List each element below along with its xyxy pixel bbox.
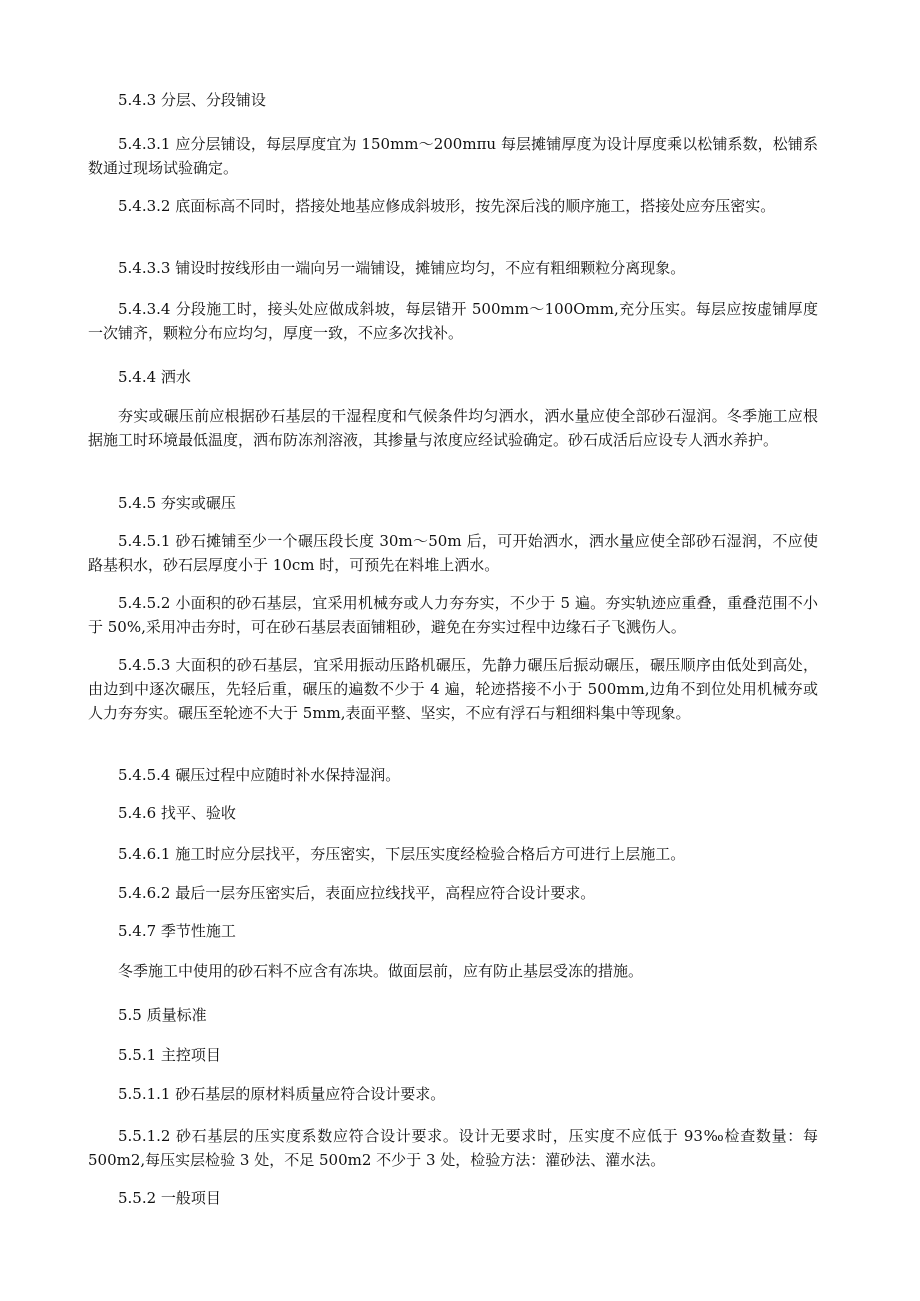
paragraph-5-4-6-1: 5.4.6.1 施工时应分层找平，夯压密实，下层压实度经检验合格后方可进行上层施工。 — [118, 845, 686, 863]
section-heading-5-5: 5.5 质量标准 — [118, 1006, 207, 1024]
paragraph-watering: 夯实或碾压前应根据砂石基层的干湿程度和气候条件均匀洒水，洒水量应使全部砂石湿润。冬季施工应根据施工时环境最低温度，洒布防冻剂溶液，其掺量与浓度应经试验确定。砂石成活后应设专人洒水养护。 — [88, 407, 818, 449]
paragraph-5-4-3-3: 5.4.3.3 铺设时按线形由一端向另一端铺设，摊铺应均匀，不应有粗细颗粒分离现象。 — [118, 259, 686, 277]
paragraph-5-5-1-1: 5.5.1.1 砂石基层的原材料质量应符合设计要求。 — [118, 1085, 446, 1103]
section-heading-5-4-3: 5.4.3 分层、分段铺设 — [118, 91, 266, 109]
paragraph-winter: 冬季施工中使用的砂石料不应含有冻块。做面层前，应有防止基层受冻的措施。 — [118, 962, 644, 980]
paragraph-5-4-5-3: 5.4.5.3 大面积的砂石基层，宜采用振动压路机碾压，先静力碾压后振动碾压，碾压顺序由低处到高处，由边到中逐次碾压，先轻后重，碾压的遍数不少于 4 遍，轮迹搭接不小于 500mm,边角不到位处用机械夯或人力夯夯实。碾压至轮迹不大于 5mm,表面平整、坚实，不应有浮石与粗细料集中等现象。 — [88, 656, 818, 722]
section-heading-5-4-7: 5.4.7 季节性施工 — [118, 922, 236, 940]
section-heading-5-4-6: 5.4.6 找平、验收 — [118, 804, 236, 822]
paragraph-5-5-1-2: 5.5.1.2 砂石基层的压实度系数应符合设计要求。设计无要求时，压实度不应低于 93‰检查数量：每 500m2,每压实层检验 3 处，不足 500m2 不少于 3 处，检验方法：灌砂法、灌水法。 — [88, 1127, 818, 1169]
section-heading-5-4-5: 5.4.5 夯实或碾压 — [118, 494, 236, 512]
section-heading-5-5-1: 5.5.1 主控项目 — [118, 1046, 221, 1064]
paragraph-5-4-3-4: 5.4.3.4 分段施工时，接头处应做成斜坡，每层错开 500mm～100Omm,充分压实。每层应按虚铺厚度一次铺齐，颗粒分布应均匀，厚度一致，不应多次找补。 — [88, 300, 818, 342]
paragraph-5-4-5-2: 5.4.5.2 小面积的砂石基层，宜采用机械夯或人力夯夯实，不少于 5 遍。夯实轨迹应重叠，重叠范围不小于 50%,采用冲击夯时，可在砂石基层表面铺粗砂，避免在夯实过程中边缘石子飞溅伤人。 — [88, 594, 818, 636]
paragraph-5-4-5-1: 5.4.5.1 砂石摊铺至少一个碾压段长度 30m～50m 后，可开始洒水，洒水量应使全部砂石湿润，不应使路基积水，砂石层厚度小于 10cm 时，可预先在料堆上洒水。 — [88, 532, 818, 574]
section-heading-5-5-2: 5.5.2 一般项目 — [118, 1189, 221, 1207]
paragraph-5-4-6-2: 5.4.6.2 最后一层夯压密实后，表面应拉线找平，高程应符合设计要求。 — [118, 884, 596, 902]
section-heading-5-4-4: 5.4.4 洒水 — [118, 368, 191, 386]
paragraph-5-4-3-2: 5.4.3.2 底面标高不同时，搭接处地基应修成斜坡形，按先深后浅的顺序施工，搭接处应夯压密实。 — [118, 197, 776, 215]
paragraph-5-4-3-1: 5.4.3.1 应分层铺设，每层厚度宜为 150mm～200mπu 每层摊铺厚度为设计厚度乘以松铺系数，松铺系数通过现场试验确定。 — [88, 135, 818, 177]
paragraph-5-4-5-4: 5.4.5.4 碾压过程中应随时补水保持湿润。 — [118, 766, 401, 784]
